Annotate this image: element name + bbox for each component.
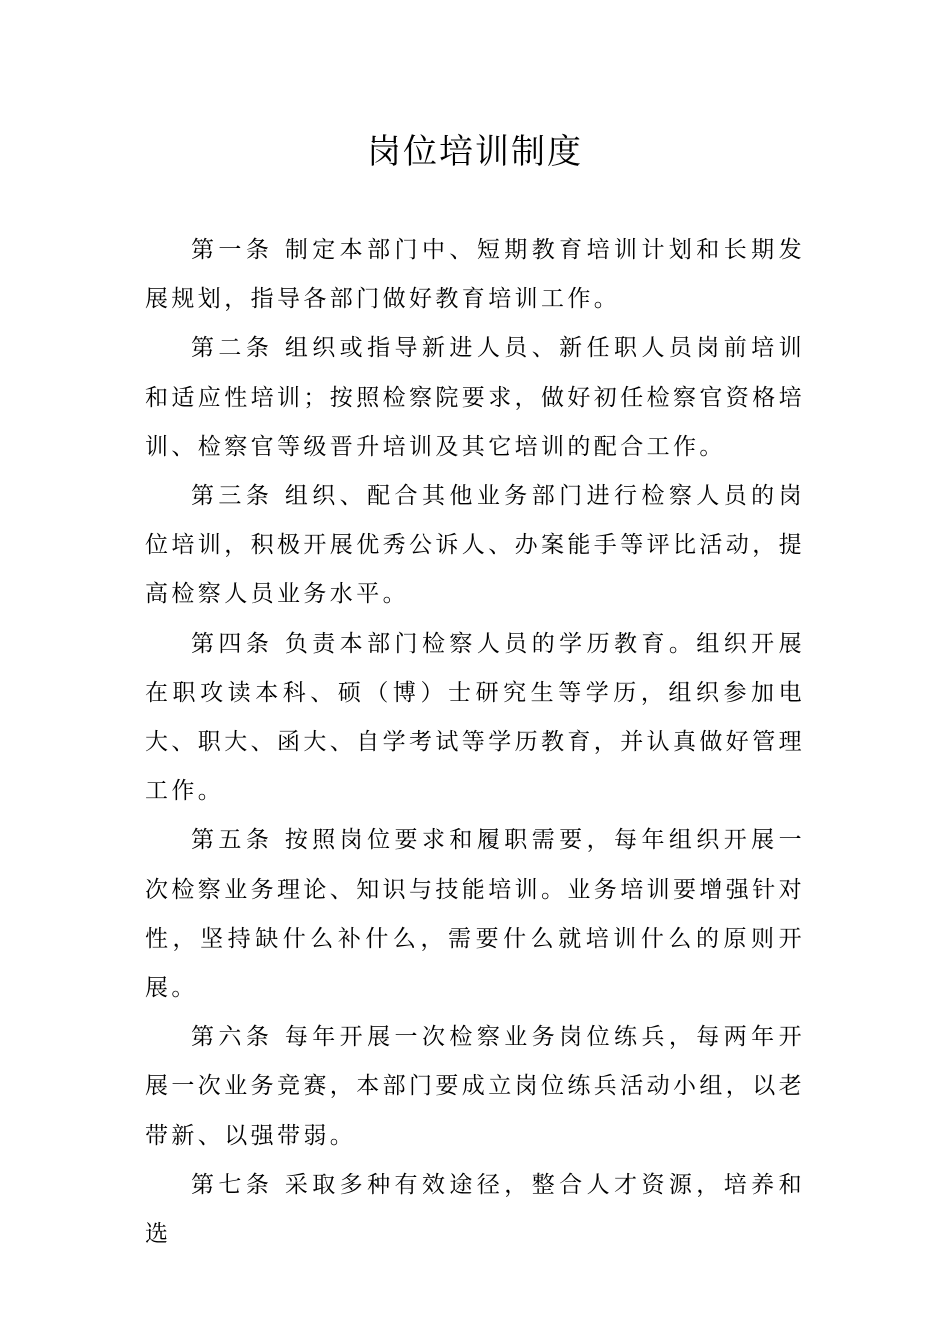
article-number: 第五条 [191,827,274,854]
article-number: 第一条 [191,237,274,263]
article-5 [145,816,805,1013]
article-text: 按照岗位要求和履职需要，每年组织开展一次检察业务理论、知识与技能培训。业务培训要增强针对性，坚持缺什么补什么，需要什么就培训什么的原则开展。 [145,827,806,1002]
article-6 [145,1013,805,1161]
document-title: 岗位培训制度 [367,132,583,172]
article-number: 第七条 [191,1171,274,1198]
article-4 [145,620,805,817]
article-number: 第六条 [191,1024,274,1051]
article-number: 第四条 [191,630,274,657]
article-number: 第三条 [191,483,274,510]
article-number: 第二条 [191,335,274,362]
article-7 [145,1161,805,1259]
article-text: 制定本部门中、短期教育培训计划和长期发展规划，指导各部门做好教育培训工作。 [145,237,806,313]
article-text: 每年开展一次检察业务岗位练兵，每两年开展一次业务竞赛，本部门要成立岗位练兵活动小组，以老带新、以强带弱。 [145,1024,806,1149]
article-2 [145,324,805,472]
article-text: 负责本部门检察人员的学历教育。组织开展在职攻读本科、硕（博）士研究生等学历，组织参加电大、职大、函大、自学考试等学历教育，并认真做好管理工作。 [145,630,806,805]
article-3 [145,472,805,620]
article-text: 组织、配合其他业务部门进行检察人员的岗位培训，积极开展优秀公诉人、办案能手等评比活动，提高检察人员业务水平。 [145,483,806,608]
document-body [145,226,805,1259]
article-text: 组织或指导新进人员、新任职人员岗前培训和适应性培训；按照检察院要求，做好初任检察官资格培训、检察官等级晋升培训及其它培训的配合工作。 [145,335,806,460]
article-text: 采取多种有效途径，整合人才资源，培养和选 [145,1171,806,1248]
article-1 [145,226,805,324]
